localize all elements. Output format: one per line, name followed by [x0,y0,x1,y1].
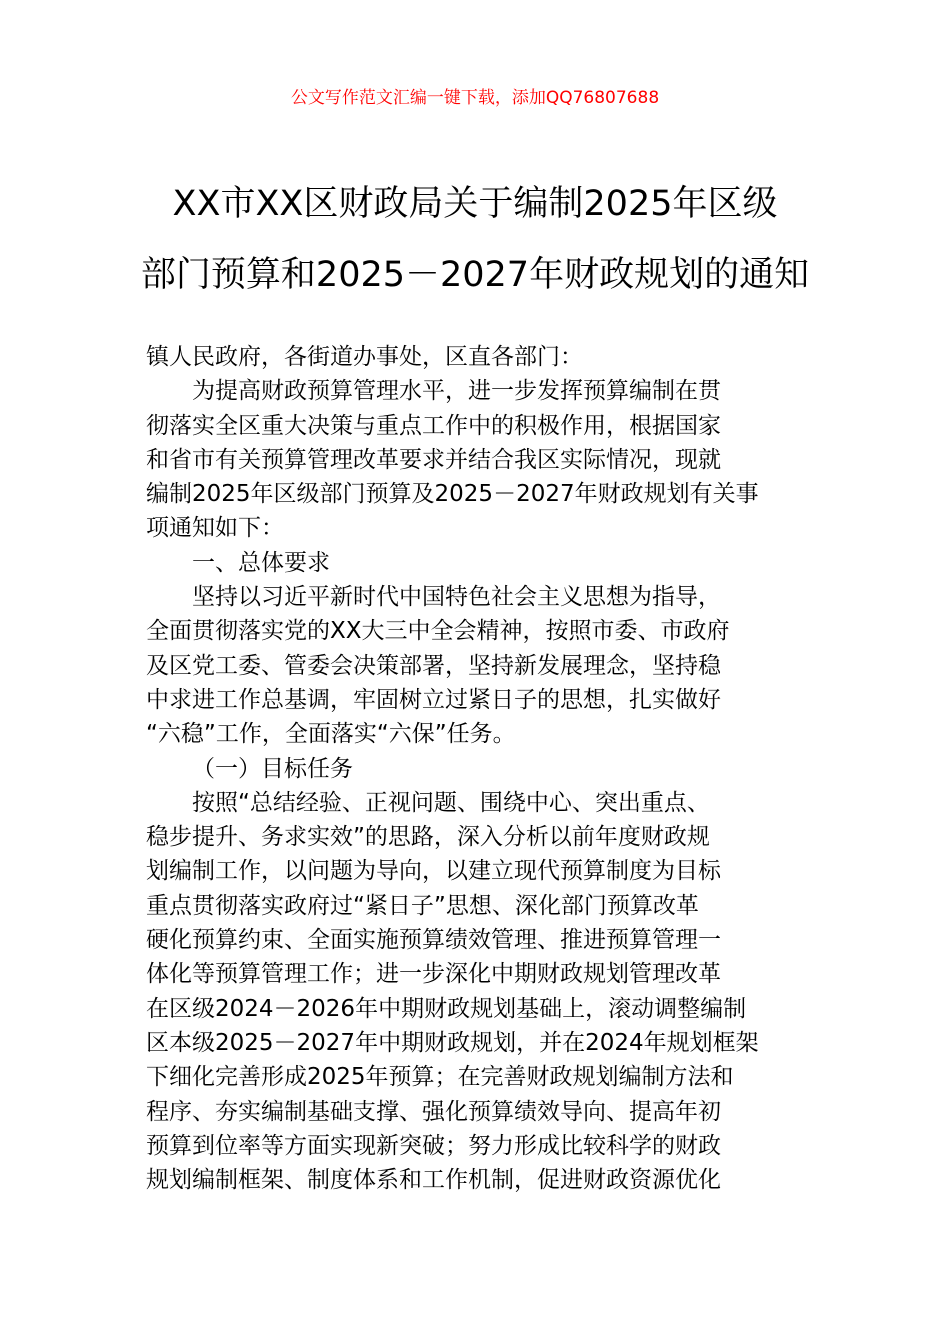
paragraph-line: 硬化预算约束、全面实施预算绩效管理、推进预算管理一 [146,927,721,954]
paragraph-line: 按照“总结经验、正视问题、围绕中心、突出重点、 [192,789,710,816]
paragraph-line: “六稳”工作，全面落实“六保”任务。 [146,721,516,748]
paragraph-line: 坚持以习近平新时代中国特色社会主义思想为指导， [192,584,721,611]
title-line-2: 部门预算和2025－2027年财政规划的通知 [140,255,810,295]
paragraph-line: 及区党工委、管委会决策部署，坚持新发展理念，坚持稳 [146,652,721,679]
paragraph-line: 规划编制框架、制度体系和工作机制，促进财政资源优化 [146,1167,721,1194]
paragraph-line: 编制2025年区级部门预算及2025－2027年财政规划有关事 [146,481,759,508]
paragraph-line: 和省市有关预算管理改革要求并结合我区实际情况，现就 [146,446,721,473]
paragraph-line: 中求进工作总基调，牢固树立过紧日子的思想，扎实做好 [146,686,721,713]
paragraph-line: 重点贯彻落实政府过“紧日子”思想、深化部门预算改革 [146,892,699,919]
paragraph-line: 稳步提升、务求实效”的思路，深入分析以前年度财政规 [146,824,710,851]
paragraph-line: 程序、夯实编制基础支撑、强化预算绩效导向、提高年初 [146,1098,721,1125]
subsection-heading: （一）目标任务 [192,755,353,782]
paragraph-line: 预算到位率等方面实现新突破；努力形成比较科学的财政 [146,1132,721,1159]
paragraph-line: 全面贯彻落实党的XX大三中全会精神，按照市委、市政府 [146,618,730,645]
salutation: 镇人民政府，各街道办事处，区直各部门： [146,344,583,370]
section-heading: 一、总体要求 [192,549,330,576]
document-title [60,180,890,300]
paragraph-line: 在区级2024－2026年中期财政规划基础上，滚动调整编制 [146,995,747,1022]
paragraph-line: 为提高财政预算管理水平，进一步发挥预算编制在贯 [192,378,721,405]
paragraph-line: 下细化完善形成2025年预算；在完善财政规划编制方法和 [146,1064,734,1091]
paragraph-line: 项通知如下： [146,515,284,542]
title-line-1: XX市XX区财政局关于编制2025年区级 [172,184,778,224]
download-notice: 公文写作范文汇编一键下载，添加QQ76807688 [290,88,660,108]
paragraph-line: 划编制工作，以问题为导向，以建立现代预算制度为目标 [146,858,721,885]
paragraph-line: 彻落实全区重大决策与重点工作中的积极作用，根据国家 [146,412,721,439]
document-body [146,340,808,1197]
paragraph-line: 体化等预算管理工作；进一步深化中期财政规划管理改革 [146,961,721,988]
paragraph-line: 区本级2025－2027年中期财政规划，并在2024年规划框架 [146,1029,759,1056]
